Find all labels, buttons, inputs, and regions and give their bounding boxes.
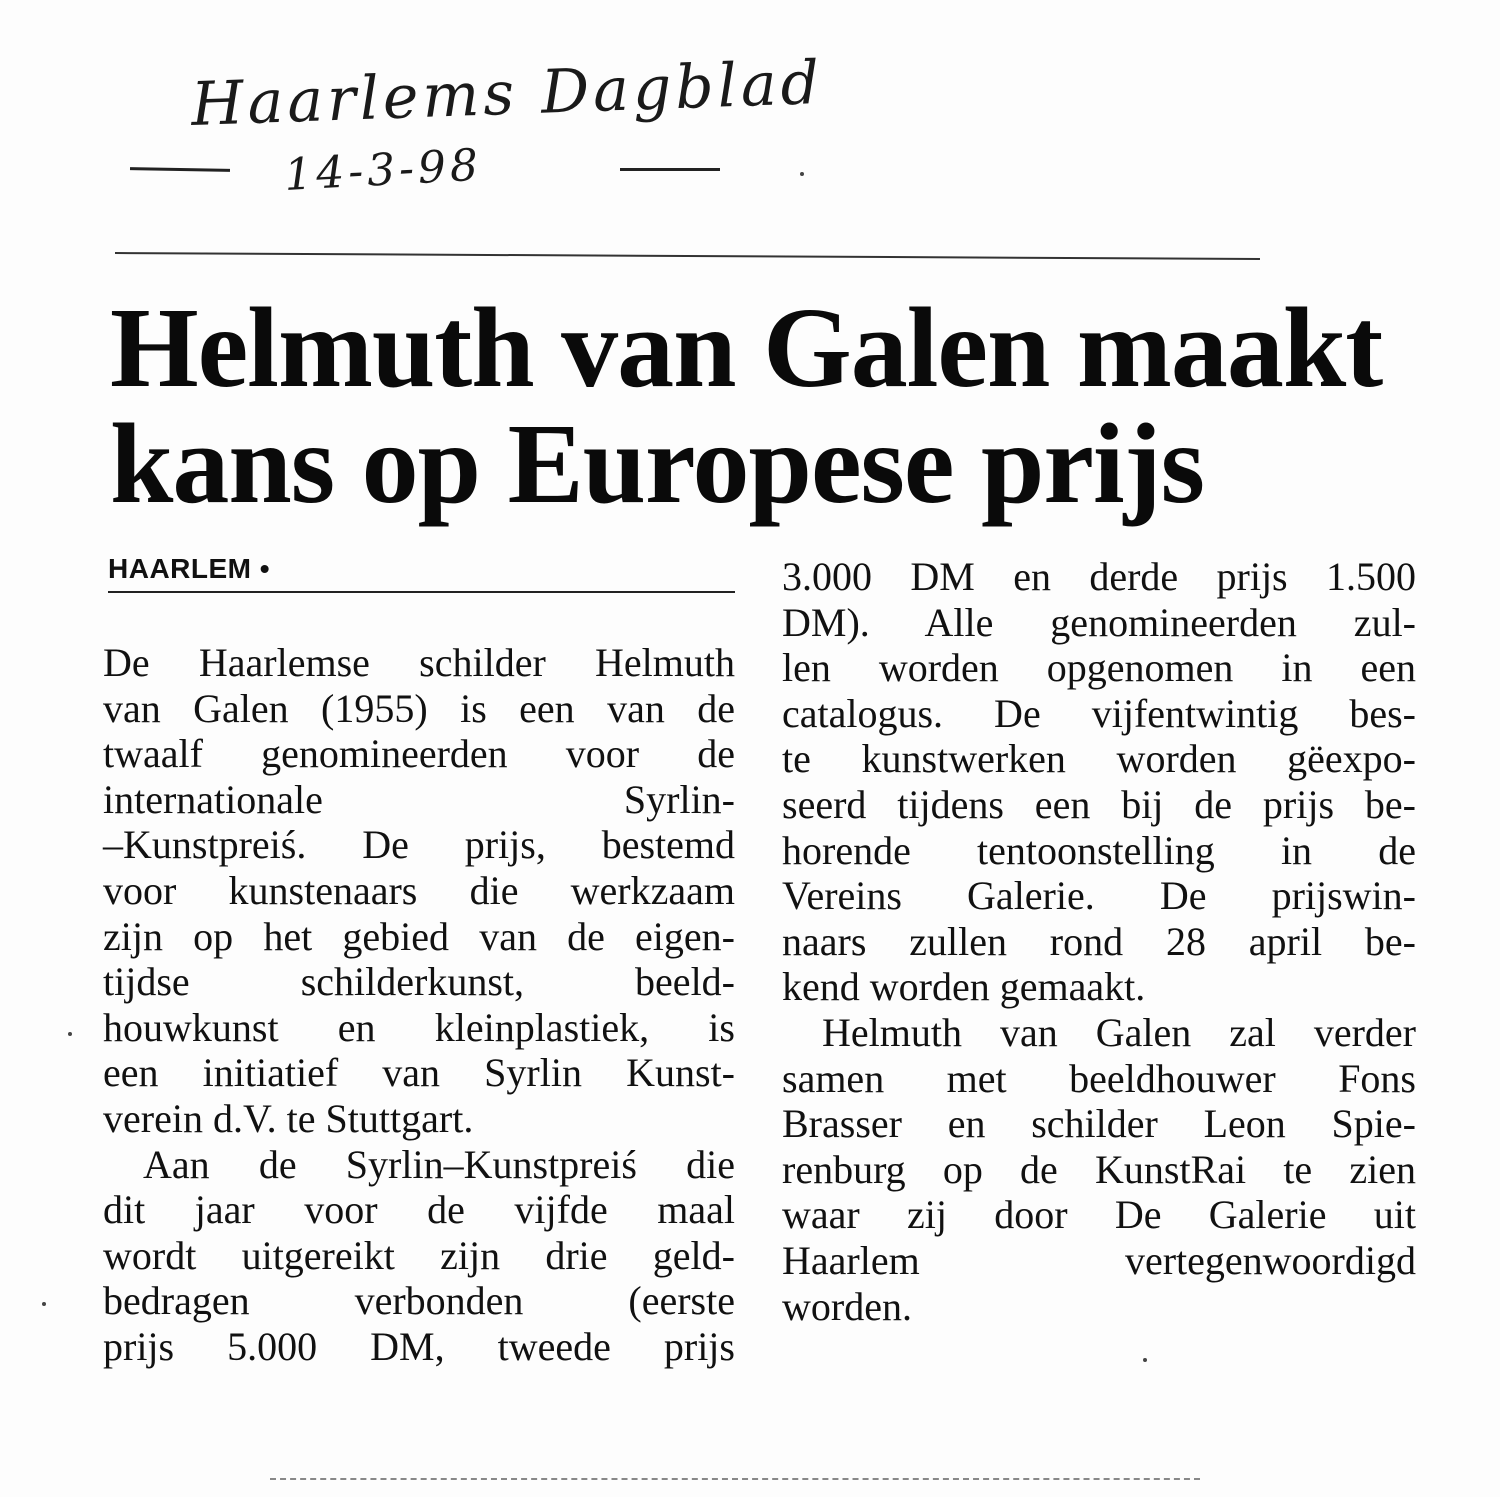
article-line: seerd tijdens een bij de prijs be-: [782, 781, 1416, 827]
dateline: HAARLEM •: [108, 553, 735, 593]
article-column-left: [103, 640, 735, 1370]
article-line: prijs 5.000 DM, tweede prijs: [103, 1323, 735, 1369]
article-line: te kunstwerken worden gëexpo-: [782, 736, 1416, 782]
article-line: tijdse schilderkunst, beeld-: [103, 959, 735, 1005]
article-line: kend worden gemaakt.: [782, 964, 1146, 1010]
article-line: bedragen verbonden (eerste: [103, 1278, 735, 1324]
article-line: zijn op het gebied van de eigen-: [103, 913, 735, 959]
handwritten-source: Haarlems Dagblad: [190, 47, 825, 140]
article-line: Helmuth van Galen zal verder: [822, 1009, 1416, 1055]
scan-speck: [68, 1032, 72, 1036]
article-line: voor kunstenaars die werkzaam: [103, 867, 735, 913]
article-line: naars zullen rond 28 april be-: [782, 918, 1416, 964]
article-line: internationale Syrlin-: [103, 776, 735, 822]
article-column-right: [782, 554, 1416, 1329]
article-line: Haarlem vertegenwoordigd: [782, 1237, 1416, 1283]
headline-line-1: Helmuth van Galen maakt: [110, 284, 1383, 411]
article-line: catalogus. De vijfentwintig bes-: [782, 690, 1416, 736]
scan-speck: [800, 172, 804, 176]
article-line: wordt uitgereikt zijn drie geld-: [103, 1232, 735, 1278]
article-line: len worden opgenomen in een: [782, 645, 1416, 691]
article-line: 3.000 DM en derde prijs 1.500: [782, 554, 1416, 599]
article-line: samen met beeldhouwer Fons: [782, 1055, 1416, 1101]
article-line: twaalf genomineerden voor de: [103, 731, 735, 777]
handwritten-dash: [620, 168, 720, 171]
article-line: van Galen (1955) is een van de: [103, 685, 735, 731]
article-line: worden.: [782, 1283, 912, 1329]
scan-speck: [1143, 1358, 1147, 1362]
handwritten-dash: [130, 167, 230, 172]
scan-edge-trace: [270, 1478, 1200, 1480]
article-line: Vereins Galerie. De prijswin-: [782, 873, 1416, 919]
article-line: een initiatief van Syrlin Kunst-: [103, 1050, 735, 1096]
article-line: Brasser en schilder Leon Spie-: [782, 1101, 1416, 1147]
headline: [110, 284, 1410, 527]
article-line: Aan de Syrlin–Kunstpreiś die: [143, 1141, 735, 1187]
headline-line-2: kans op Europese prijs: [110, 400, 1205, 527]
article-line: houwkunst en kleinplastiek, is: [103, 1004, 735, 1050]
article-line: –Kunstpreiś. De prijs, bestemd: [103, 822, 735, 868]
article-line: dit jaar voor de vijfde maal: [103, 1187, 735, 1233]
article-line: renburg op de KunstRai te zien: [782, 1146, 1416, 1192]
article-line: De Haarlemse schilder Helmuth: [103, 640, 735, 685]
top-rule: [115, 252, 1260, 260]
article-line: horende tentoonstelling in de: [782, 827, 1416, 873]
article-line: verein d.V. te Stuttgart.: [103, 1095, 474, 1141]
article-line: DM). Alle genomineerden zul-: [782, 599, 1416, 645]
article-line: waar zij door De Galerie uit: [782, 1192, 1416, 1238]
handwritten-date: 14-3-98: [283, 139, 484, 201]
scan-speck: [42, 1302, 46, 1306]
